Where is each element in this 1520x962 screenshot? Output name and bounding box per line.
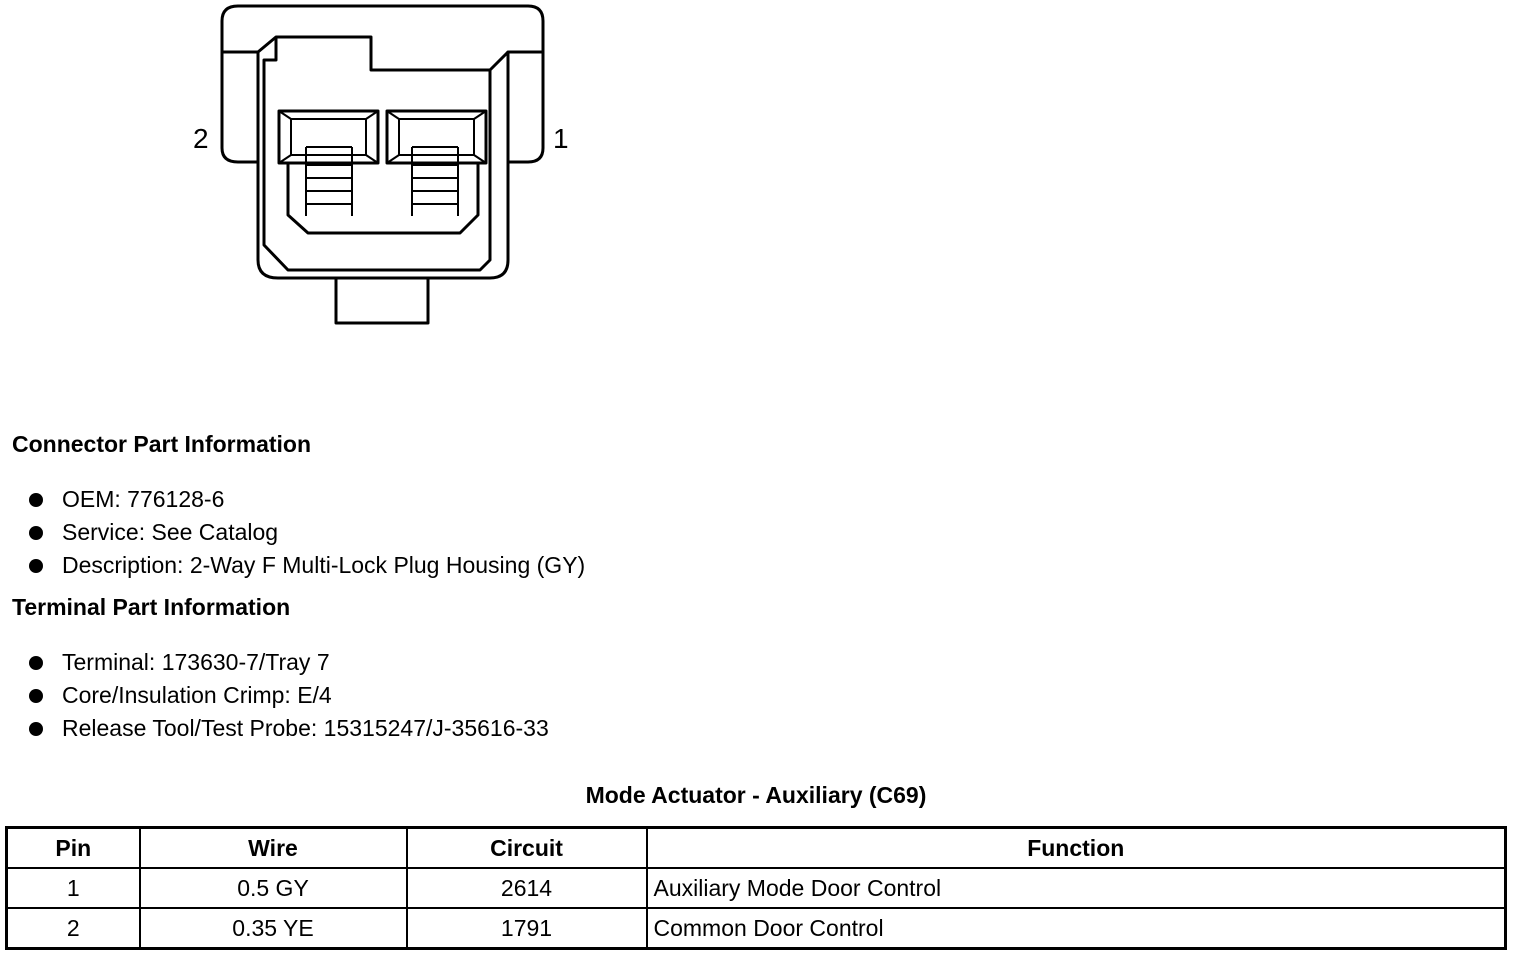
table-row <box>7 908 1506 949</box>
table-title: Mode Actuator - Auxiliary (C69) <box>585 782 927 808</box>
bullet-icon <box>29 689 43 703</box>
cell-pin: 1 <box>7 868 140 908</box>
column-header-function: Function <box>647 828 1506 869</box>
column-header-wire: Wire <box>140 828 407 869</box>
cell-wire: 0.5 GY <box>140 868 407 908</box>
connector-part-info-heading: Connector Part Information <box>12 431 312 457</box>
bullet-icon <box>29 559 43 573</box>
table-row <box>7 868 1506 908</box>
cell-function: Auxiliary Mode Door Control <box>647 868 1506 908</box>
terminal-part-info-heading: Terminal Part Information <box>12 594 291 620</box>
list-item: Terminal: 173630-7/Tray 7 <box>0 651 549 684</box>
cell-circuit: 1791 <box>407 908 647 949</box>
list-item: Description: 2-Way F Multi-Lock Plug Housing (GY) <box>0 554 585 587</box>
bullet-icon <box>29 526 43 540</box>
table-header-row <box>7 828 1506 869</box>
pin-1-label: 1 <box>553 123 569 154</box>
bullet-icon <box>29 722 43 736</box>
list-item: Core/Insulation Crimp: E/4 <box>0 684 549 717</box>
list-item: Service: See Catalog <box>0 521 585 554</box>
cell-function: Common Door Control <box>647 908 1506 949</box>
bullet-icon <box>29 493 43 507</box>
cell-pin: 2 <box>7 908 140 949</box>
bullet-icon <box>29 656 43 670</box>
column-header-circuit: Circuit <box>407 828 647 869</box>
list-item: Release Tool/Test Probe: 15315247/J-35616-33 <box>0 717 549 750</box>
cell-circuit: 2614 <box>407 868 647 908</box>
pinout-table <box>5 826 1507 950</box>
pin-2-label: 2 <box>193 123 209 154</box>
connector-part-info-list <box>0 488 585 587</box>
terminal-part-info-list <box>0 651 549 750</box>
connector-face-diagram <box>180 0 580 335</box>
cell-wire: 0.35 YE <box>140 908 407 949</box>
list-item: OEM: 776128-6 <box>0 488 585 521</box>
column-header-pin: Pin <box>7 828 140 869</box>
